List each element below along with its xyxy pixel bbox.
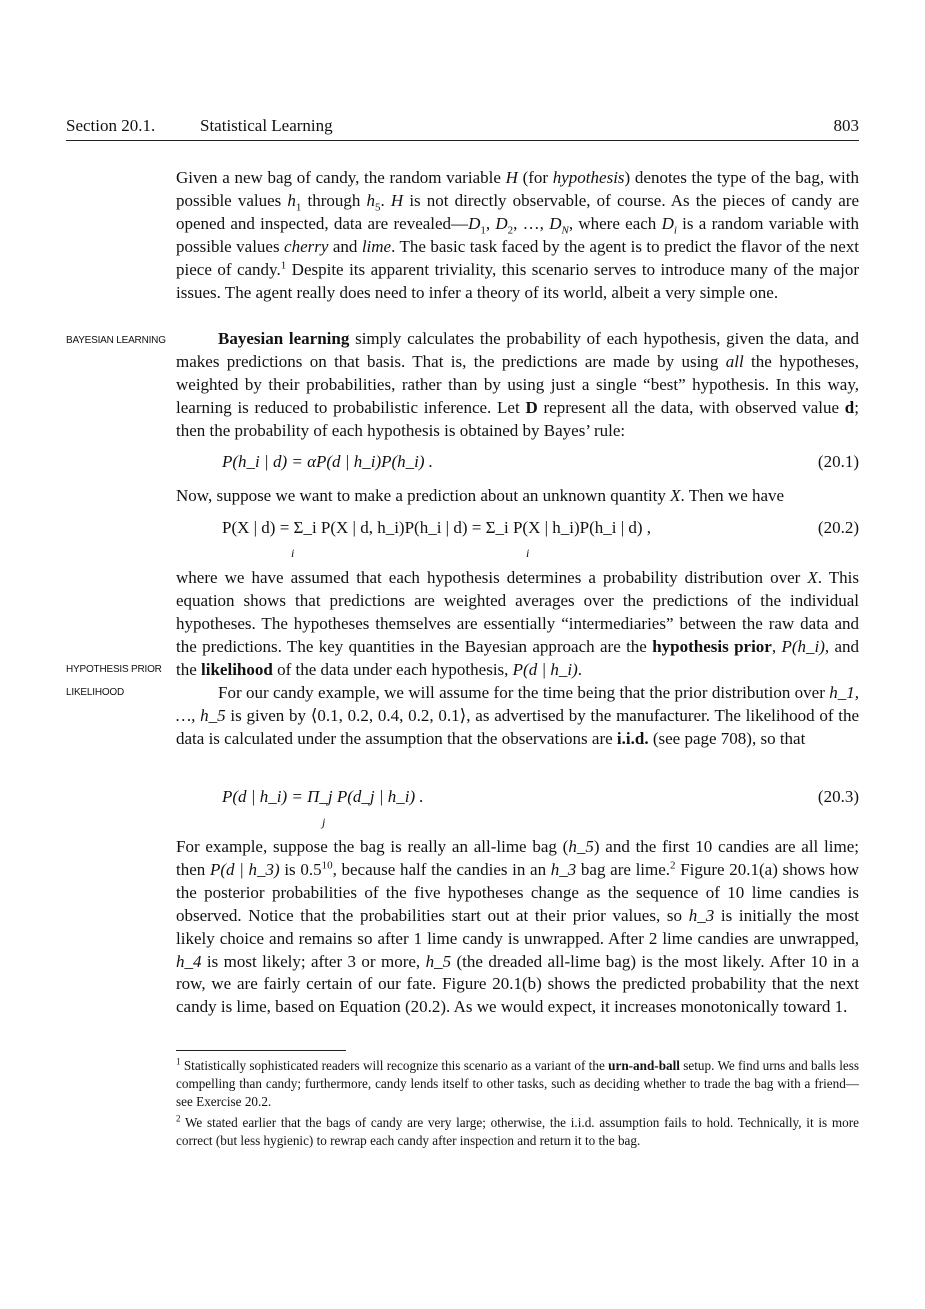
equation-number: (20.3) (817, 787, 859, 806)
equation-20-2-body: P(X | d) = Σ_i P(X | d, h_i)P(h_i | d) = Σ_i P(X | h_i)P(h_i | d) , (222, 518, 652, 537)
page-number: 803 (833, 116, 859, 135)
paragraph-6: For example, suppose the bag is really an all-lime bag (h_5) and the first 10 candies are all lime; then P(d | h_3) is $0.5^{10}$, because half the candies in an h_3 bag are lime.$^2$ Figure 20.1(a) shows how the posterior probabilities of the five hypotheses change as the sequence of 10 lime candies is observed. Notice that the probabilities start out at their prior values, so h_3 is initially the most likely choice and remains so after 1 lime candy is unwrapped. After 2 lime candies are unwrapped, h_4 is most likely; after 3 or more, h_5 (the dreaded all-lime bag) is the most likely. After 10 in a row, we are fairly certain of our fate. Figure 20.1(b) shows the predicted probability that the next candy is lime, based on Equation (20.2). As we would expect, it increases monotonically toward 1. (176, 837, 859, 1017)
footnote-ref-1[interactable]: 1 (280, 258, 287, 271)
equation-number: (20.2) (817, 518, 859, 537)
term-likelihood: likelihood (201, 659, 273, 679)
paragraph-3: Now, suppose we want to make a prediction about an unknown quantity X. Then we have (176, 486, 785, 505)
margin-note-bayesian-learning: BAYESIAN LEARNING (66, 335, 166, 346)
running-header (66, 116, 859, 141)
footnote-2: $^2$ We stated earlier that the bags of candy are very large; otherwise, the i.i.d. assumption fails to hold. Technically, it is more correct (but less hygienic) to rewrap each candy after inspection and return it to the bag. (176, 1113, 859, 1148)
equation-20-3-body: P(d | h_i) = Π_j P(d_j | h_i) . (222, 787, 424, 806)
term-iid: i.i.d. (616, 728, 649, 748)
section-label: Section 20.1. (66, 116, 156, 135)
equation-number: (20.1) (817, 452, 859, 471)
paragraph-4: where we have assumed that each hypothesis determines a probability distribution over X. This equation shows that predictions are weighted averages over the predictions of the individual hypotheses. The hypotheses themselves are essentially “intermediaries” between the raw data and the predictions. The key quantities in the Bayesian approach are the hypothesis prior, P(h_i), and the likelihood of the data under each hypothesis, P(d | h_i). (176, 568, 860, 679)
margin-note-likelihood: LIKELIHOOD (66, 687, 125, 698)
term-bayesian-learning: Bayesian learning (218, 329, 350, 348)
equation-20-1-body: P(h_i | d) = αP(d | h_i)P(h_i) . (222, 452, 434, 471)
sum-index: i (291, 546, 295, 560)
footnote-divider (176, 1050, 346, 1051)
product-index: j (322, 815, 326, 829)
paragraph-1: Given a new bag of candy, the random variable H (for hypothesis) denotes the type of the bag, with possible values $h_1$ through $h_5$. H is not directly observable, of course. As the pieces of candy are opened and inspected, data are $revealed—D_1$, $D_2$, …, $D_N$, where each $D_i$ is a random variable with possible values cherry and lime. The basic task faced by the agent is to predict the flavor of the next piece of candy.$^1$ Despite its apparent triviality, this scenario serves to introduce many of the major issues. The agent really does need to infer a theory of its world, albeit a very simple one. (176, 168, 860, 302)
footnote-1: $^1$ Statistically sophisticated readers will recognize this scenario as a variant of the urn-and-ball setup. We find urns and balls less compelling than candy; furthermore, candy lends itself to other tasks, such as deciding whether to trade the bag with a friend—see Exercise 20.2. (176, 1056, 859, 1109)
sum-index: i (526, 546, 530, 560)
footnote-ref-2[interactable]: 2 (670, 859, 676, 872)
paragraph-5: For our candy example, we will assume for the time being that the prior distribution over h_1, …, h_5 is given by ⟨0.1, 0.2, 0.4, 0.2, 0.1⟩, as advertised by the manufacturer. The likelihood of the data is calculated under the assumption that the observations are i.i.d. (see page 708), so that (176, 683, 860, 748)
term-hypothesis-prior: hypothesis prior (652, 636, 772, 656)
section-title: Statistical Learning (200, 116, 333, 135)
paragraph-2: Bayesian learning simply calculates the probability of each hypothesis, given the data, and makes predictions on that basis. That is, the predictions are made by using all the hypotheses, weighted by their probabilities, rather than by using just a single “best” hypothesis. In this way, learning is reduced to probabilistic inference. Let D represent all the data, with observed value d; then the probability of each hypothesis is obtained by Bayes’ rule: (176, 329, 859, 440)
footnote-mark: 2 (176, 1113, 181, 1124)
margin-note-hypothesis-prior: HYPOTHESIS PRIOR (66, 664, 162, 675)
footnote-mark: 1 (176, 1056, 181, 1067)
